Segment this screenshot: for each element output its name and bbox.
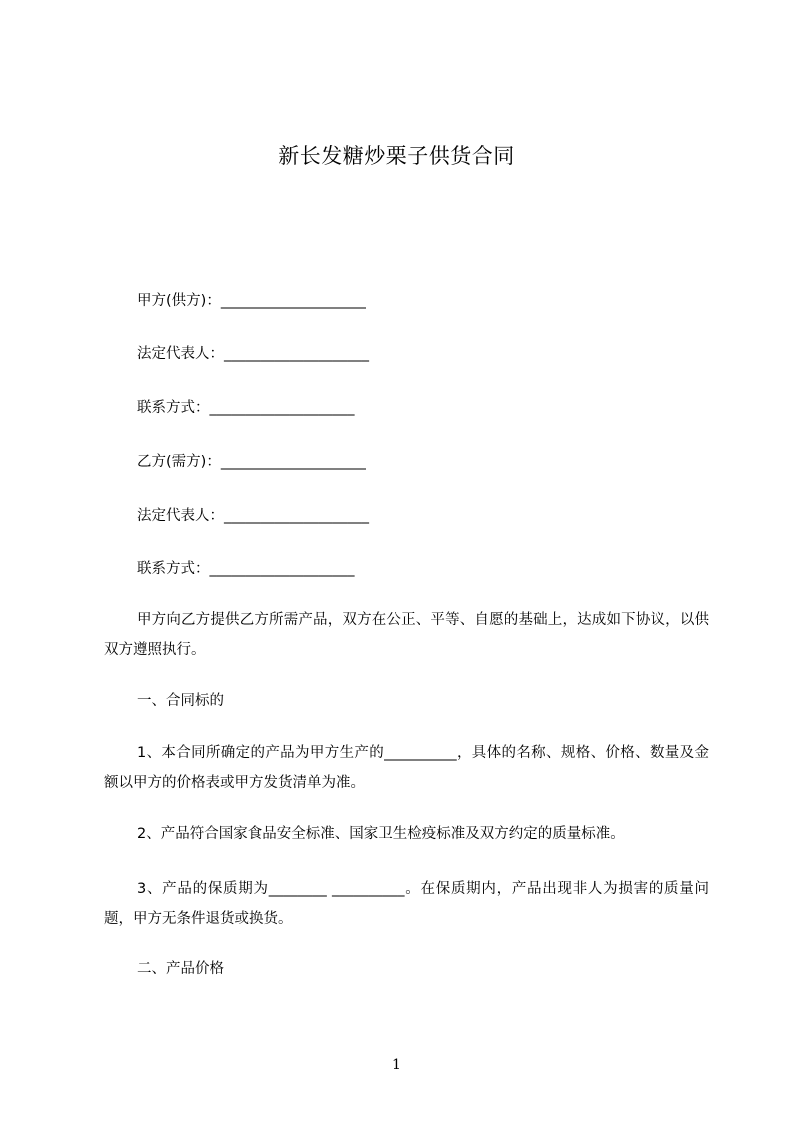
clause-3-paragraph: 3、产品的保质期为________ __________。在保质期内，产品出现非人为损害的质量问题，甲方无条件退货或换货。 bbox=[104, 881, 709, 927]
clause-2-paragraph: 2、产品符合国家食品安全标准、国家卫生检疫标准及双方约定的质量标准。 bbox=[137, 826, 625, 842]
page-number: 1 bbox=[392, 1057, 401, 1073]
party-b-contact-field: 联系方式：____________________ bbox=[137, 561, 355, 577]
party-b-field: 乙方(需方)：____________________ bbox=[137, 454, 366, 470]
intro-paragraph: 甲方向乙方提供乙方所需产品，双方在公正、平等、自愿的基础上，达成如下协议，以供双方遵照执行。 bbox=[104, 612, 709, 658]
party-a-representative-field: 法定代表人：____________________ bbox=[137, 346, 369, 362]
clause-1-paragraph: 1、本合同所确定的产品为甲方生产的__________，具体的名称、规格、价格、数量及金额以甲方的价格表或甲方发货清单为准。 bbox=[104, 745, 709, 791]
party-a-field: 甲方(供方)：____________________ bbox=[137, 293, 366, 309]
section-1-heading: 一、合同标的 bbox=[137, 693, 224, 709]
document-title: 新长发糖炒栗子供货合同 bbox=[278, 144, 515, 168]
party-b-representative-field: 法定代表人：____________________ bbox=[137, 508, 369, 524]
party-a-contact-field: 联系方式：____________________ bbox=[137, 400, 355, 416]
section-2-heading: 二、产品价格 bbox=[137, 961, 224, 977]
